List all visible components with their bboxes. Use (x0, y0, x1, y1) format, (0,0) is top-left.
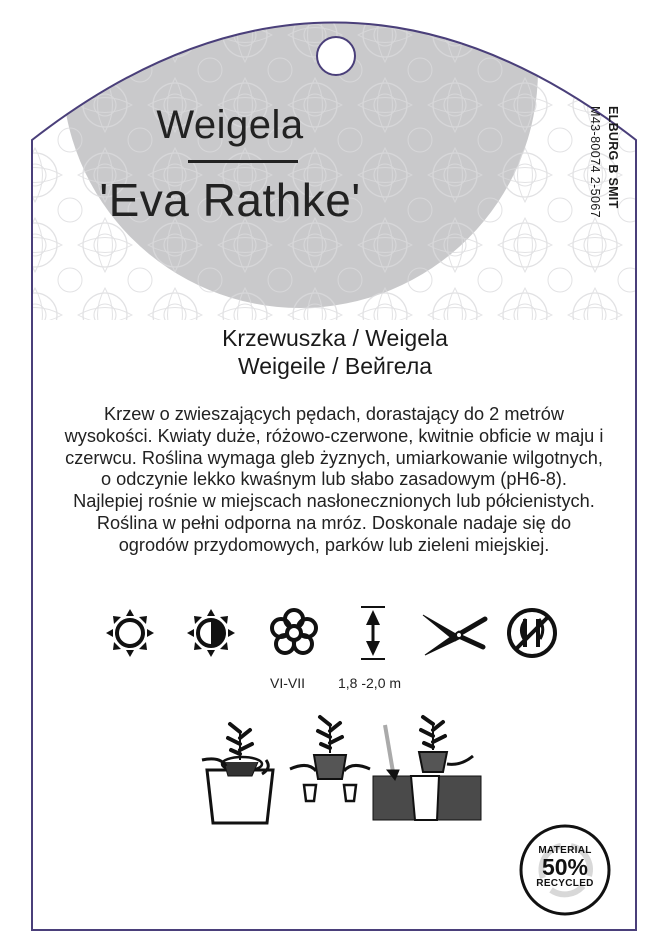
genus-title: Weigela (156, 103, 304, 147)
cultivar-title: 'Eva Rathke' (99, 174, 361, 226)
vendor-block (584, 106, 620, 246)
height-caption: 1,8 -2,0 m (338, 675, 402, 691)
title-divider (188, 160, 298, 163)
recycled-badge-text (526, 845, 604, 889)
vendor-brand: ELBURG B SMIT (606, 106, 620, 209)
flowering-months-caption: VI-VII (270, 675, 306, 691)
hanging-hole (317, 37, 355, 75)
plant-description: Krzew o zwieszających pędach, dorastający do 2 metrów wysokości. Kwiaty duże, różowo-czerwone, kwitnie obficie w maju i czerwcu. Roślina wymaga gleb żyznych, umiarkowanie wilgotnych, o odczynie lekko kwaśnym lub słabo zasadowym (pH6-8). Najlepiej rośnie w miejscach nasłonecznionych lub półcienistych. Roślina w pełni odporna na mróz. Doskonale nadaje się do ogrodów przydomowych, parków lub zieleni miejskiej. (64, 404, 604, 555)
common-name-line1: Krzewuszka / Weigela (222, 325, 448, 351)
common-name-line2: Weigeile / Вейгела (237, 353, 433, 379)
recycled-line3: RECYCLED (536, 878, 594, 889)
vendor-code: M43-80074 2-5067 (588, 106, 602, 219)
recycled-percent: 50% (541, 854, 589, 880)
recycled-line1: MATERIAL (538, 845, 592, 856)
